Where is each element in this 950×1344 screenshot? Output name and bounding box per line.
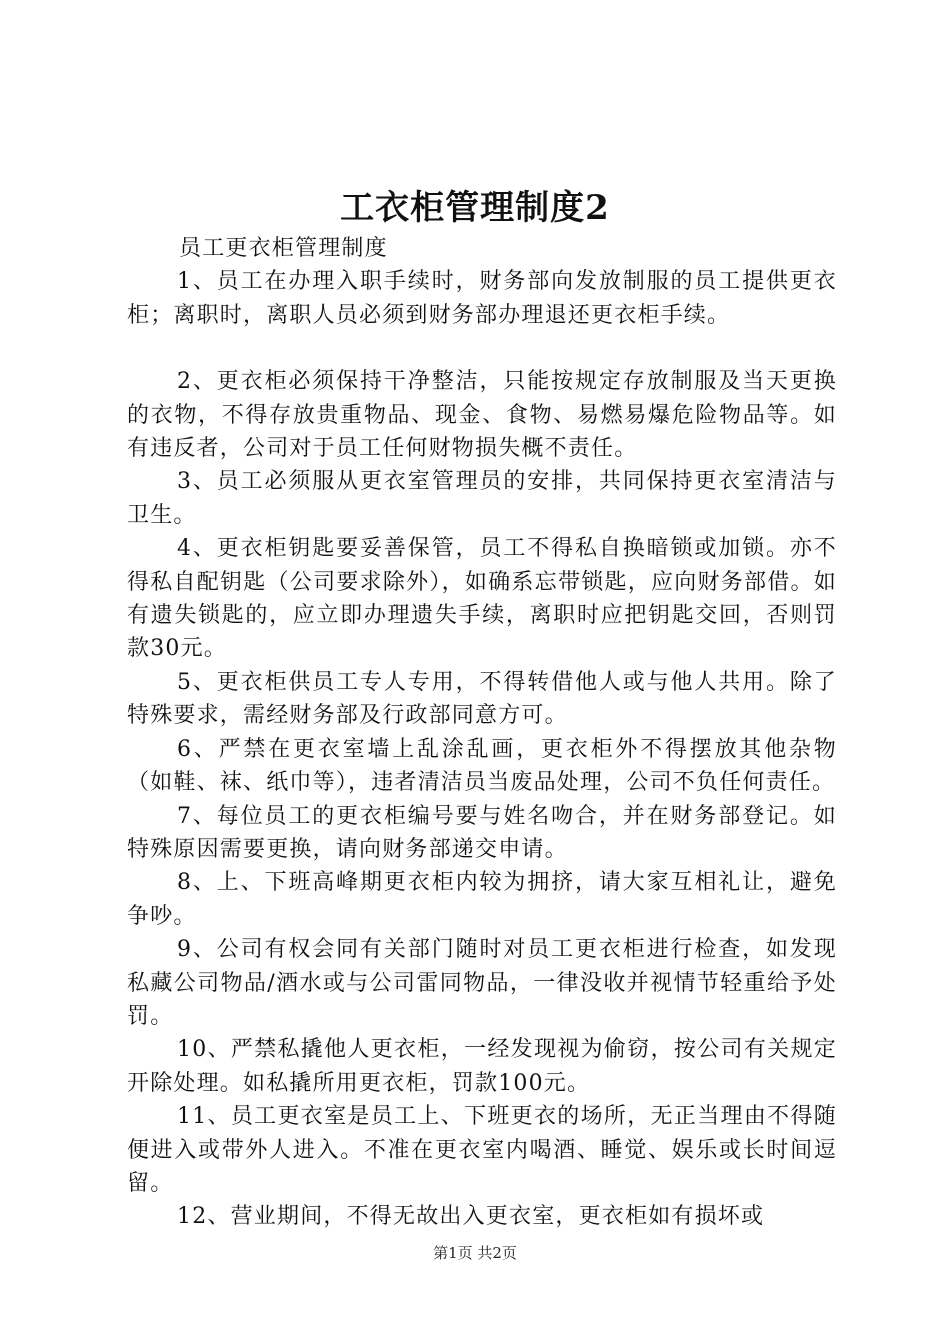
paragraph-4: 4、更衣柜钥匙要妥善保管，员工不得私自换暗锁或加锁。亦不得私自配钥匙（公司要求除外），如确系忘带锁匙，应向财务部借。如有遗失锁匙的，应立即办理遗失手续，离职时应把钥匙交回，否则罚款30元。 <box>127 536 837 662</box>
paragraph-9: 9、公司有权会同有关部门随时对员工更衣柜进行检查，如发现私藏公司物品/酒水或与公司雷同物品，一律没收并视情节轻重给予处罚。 <box>127 937 837 1029</box>
paragraph-5: 5、更衣柜供员工专人专用，不得转借他人或与他人共用。除了特殊要求，需经财务部及行政部同意方可。 <box>127 669 837 729</box>
paragraph-10: 10、严禁私撬他人更衣柜，一经发现视为偷窃，按公司有关规定开除处理。如私撬所用更衣柜，罚款100元。 <box>127 1037 837 1096</box>
document-subtitle: 员工更衣柜管理制度 <box>179 236 388 261</box>
document-title: 工衣柜管理制度2 <box>340 188 610 228</box>
paragraph-11: 11、员工更衣室是员工上、下班更衣的场所，无正当理由不得随便进入或带外人进入。不准在更衣室内喝酒、睡觉、娱乐或长时间逗留。 <box>127 1104 837 1196</box>
paragraph-1: 1、员工在办理入职手续时，财务部向发放制服的员工提供更衣柜；离职时，离职人员必须到财务部办理退还更衣柜手续。 <box>127 269 837 328</box>
paragraph-8: 8、上、下班高峰期更衣柜内较为拥挤，请大家互相礼让，避免争吵。 <box>127 870 837 929</box>
document-body <box>127 232 837 1234</box>
paragraph-12: 12、营业期间，不得无故出入更衣室，更衣柜如有损坏或 <box>177 1204 765 1230</box>
page-number-footer: 第1页 共2页 <box>433 1244 517 1262</box>
paragraph-6: 6、严禁在更衣室墙上乱涂乱画，更衣柜外不得摆放其他杂物（如鞋、袜、纸巾等），违者清洁员当废品处理，公司不负任何责任。 <box>127 736 837 796</box>
paragraph-3: 3、员工必须服从更衣室管理员的安排，共同保持更衣室清洁与卫生。 <box>127 469 837 528</box>
paragraph-2: 2、更衣柜必须保持干净整洁，只能按规定存放制服及当天更换的衣物，不得存放贵重物品、现金、食物、易燃易爆危险物品等。如有违反者，公司对于员工任何财物损失概不责任。 <box>127 369 837 462</box>
paragraph-7: 7、每位员工的更衣柜编号要与姓名吻合，并在财务部登记。如特殊原因需要更换，请向财务部递交申请。 <box>127 803 837 862</box>
